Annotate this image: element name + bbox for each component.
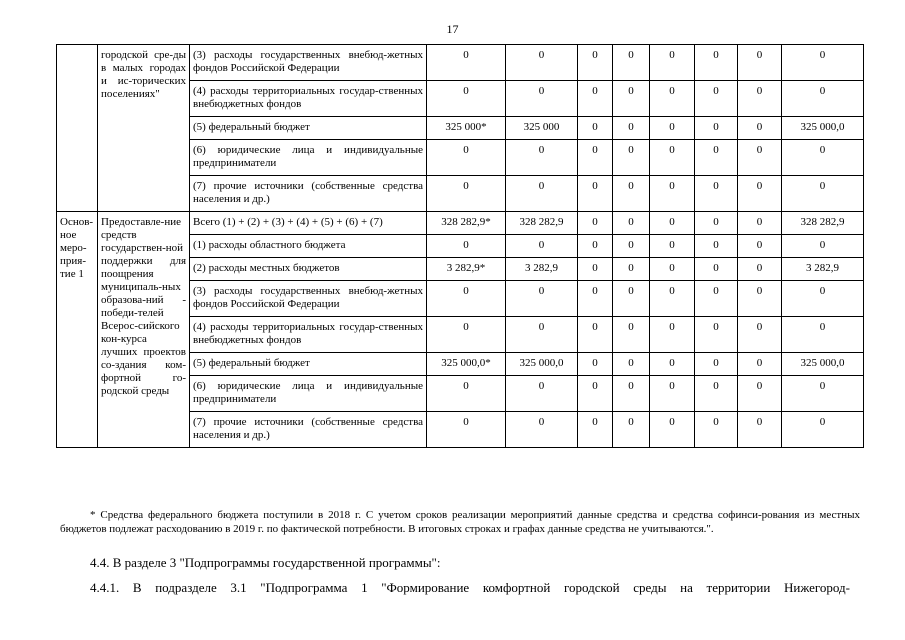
- value-cell: 325 000,0*: [427, 353, 506, 376]
- value-cell: 0: [650, 258, 695, 281]
- budget-table-body: [57, 45, 864, 448]
- value-cell: 0: [650, 317, 695, 353]
- value-cell: 328 282,9: [506, 212, 578, 235]
- value-cell: 0: [738, 376, 782, 412]
- value-cell: 0: [578, 281, 613, 317]
- footnote: * Средства федерального бюджета поступили в 2018 г. С учетом сроков реализации мероприятий данные средства и средства софинси-рования из местных бюджетов подлежат расходованию в 2019 г. по фактической потребности. В итоговых строках и графах данные средства не учитываются.".: [60, 509, 860, 535]
- value-cell: 0: [506, 81, 578, 117]
- value-cell: 325 000,0: [506, 353, 578, 376]
- funding-source-cell: (6) юридические лица и индивидуальные предприниматели: [190, 140, 427, 176]
- value-cell: 0: [695, 176, 738, 212]
- value-cell: 0: [613, 140, 650, 176]
- funding-source-cell: (1) расходы областного бюджета: [190, 235, 427, 258]
- value-cell: 0: [506, 45, 578, 81]
- value-cell: 0: [613, 235, 650, 258]
- value-cell: 0: [650, 117, 695, 140]
- value-cell: 0: [613, 281, 650, 317]
- funding-source-cell: (3) расходы государственных внебюд-жетных фондов Российской Федерации: [190, 281, 427, 317]
- value-cell: 0: [738, 412, 782, 448]
- value-cell: 0: [578, 81, 613, 117]
- value-cell: 0: [427, 176, 506, 212]
- table-row: [57, 212, 864, 235]
- funding-source-cell: (5) федеральный бюджет: [190, 117, 427, 140]
- value-cell: 0: [738, 81, 782, 117]
- value-cell: 0: [427, 281, 506, 317]
- value-cell: 0: [650, 281, 695, 317]
- value-cell: 0: [506, 140, 578, 176]
- value-cell: 0: [738, 212, 782, 235]
- funding-source-cell: (4) расходы территориальных государ-ственных внебюджетных фондов: [190, 81, 427, 117]
- value-cell: 0: [613, 81, 650, 117]
- value-cell: 0: [613, 212, 650, 235]
- measure-category-cell: Основ-ное меро-прия-тие 1: [57, 212, 98, 448]
- value-cell: 0: [695, 140, 738, 176]
- value-cell: 0: [506, 317, 578, 353]
- value-cell: 0: [738, 235, 782, 258]
- value-cell: 0: [613, 45, 650, 81]
- value-cell: 0: [427, 45, 506, 81]
- value-cell: 0: [506, 281, 578, 317]
- value-cell: 0: [613, 317, 650, 353]
- value-cell: 0: [782, 176, 864, 212]
- value-cell: 0: [782, 45, 864, 81]
- value-cell: 0: [578, 235, 613, 258]
- value-cell: 0: [613, 176, 650, 212]
- value-cell: 0: [506, 412, 578, 448]
- value-cell: 3 282,9*: [427, 258, 506, 281]
- value-cell: 325 000: [506, 117, 578, 140]
- value-cell: 0: [738, 117, 782, 140]
- value-cell: 0: [695, 212, 738, 235]
- value-cell: 0: [695, 353, 738, 376]
- value-cell: 0: [695, 376, 738, 412]
- value-cell: 0: [578, 353, 613, 376]
- value-cell: 0: [695, 281, 738, 317]
- value-cell: 0: [738, 281, 782, 317]
- paragraph-section-4-4: 4.4. В разделе 3 "Подпрограммы государственной программы":: [90, 555, 441, 570]
- value-cell: 0: [738, 140, 782, 176]
- value-cell: 0: [578, 45, 613, 81]
- value-cell: 0: [578, 317, 613, 353]
- funding-source-cell: (3) расходы государственных внебюд-жетных фондов Российской Федерации: [190, 45, 427, 81]
- value-cell: 0: [578, 258, 613, 281]
- value-cell: 325 000,0: [782, 353, 864, 376]
- value-cell: 0: [578, 376, 613, 412]
- value-cell: 0: [738, 45, 782, 81]
- funding-source-cell: (2) расходы местных бюджетов: [190, 258, 427, 281]
- value-cell: 328 282,9*: [427, 212, 506, 235]
- value-cell: 0: [650, 376, 695, 412]
- value-cell: 0: [650, 235, 695, 258]
- value-cell: 0: [782, 235, 864, 258]
- funding-source-cell: (4) расходы территориальных государ-ственных внебюджетных фондов: [190, 317, 427, 353]
- value-cell: 0: [695, 258, 738, 281]
- value-cell: 0: [782, 81, 864, 117]
- value-cell: 0: [578, 412, 613, 448]
- value-cell: 0: [782, 281, 864, 317]
- measure-category-cell-empty: [57, 45, 98, 212]
- value-cell: 0: [506, 235, 578, 258]
- value-cell: 0: [650, 81, 695, 117]
- value-cell: 0: [650, 45, 695, 81]
- value-cell: 0: [578, 212, 613, 235]
- value-cell: 0: [613, 117, 650, 140]
- funding-source-cell: (6) юридические лица и индивидуальные предприниматели: [190, 376, 427, 412]
- value-cell: 0: [427, 81, 506, 117]
- value-cell: 0: [506, 176, 578, 212]
- value-cell: 0: [427, 235, 506, 258]
- value-cell: 0: [650, 212, 695, 235]
- value-cell: 0: [738, 258, 782, 281]
- value-cell: 0: [613, 353, 650, 376]
- value-cell: 0: [650, 140, 695, 176]
- value-cell: 3 282,9: [782, 258, 864, 281]
- value-cell: 0: [695, 81, 738, 117]
- paragraph-section-4-4-1: 4.4.1. В подразделе 3.1 "Подпрограмма 1 "Формирование комфортной городской среды на территории Нижегород-: [90, 580, 850, 595]
- measure-name-cell: городской сре-ды в малых городах и ис-торических поселениях": [98, 45, 190, 212]
- value-cell: 0: [613, 412, 650, 448]
- value-cell: 0: [738, 317, 782, 353]
- value-cell: 0: [738, 353, 782, 376]
- value-cell: 328 282,9: [782, 212, 864, 235]
- value-cell: 0: [506, 376, 578, 412]
- value-cell: 0: [782, 412, 864, 448]
- funding-source-cell: (7) прочие источники (собственные средства населения и др.): [190, 176, 427, 212]
- value-cell: 0: [782, 317, 864, 353]
- value-cell: 0: [782, 140, 864, 176]
- funding-source-cell: (5) федеральный бюджет: [190, 353, 427, 376]
- value-cell: 0: [613, 258, 650, 281]
- value-cell: 0: [578, 117, 613, 140]
- value-cell: 0: [650, 353, 695, 376]
- funding-source-cell: Всего (1) + (2) + (3) + (4) + (5) + (6) + (7): [190, 212, 427, 235]
- value-cell: 0: [578, 176, 613, 212]
- value-cell: 0: [695, 117, 738, 140]
- value-cell: 0: [578, 140, 613, 176]
- value-cell: 325 000,0: [782, 117, 864, 140]
- value-cell: 0: [695, 317, 738, 353]
- value-cell: 0: [695, 235, 738, 258]
- funding-source-cell: (7) прочие источники (собственные средства населения и др.): [190, 412, 427, 448]
- value-cell: 0: [695, 412, 738, 448]
- value-cell: 0: [782, 376, 864, 412]
- value-cell: 325 000*: [427, 117, 506, 140]
- value-cell: 0: [427, 140, 506, 176]
- value-cell: 0: [695, 45, 738, 81]
- measure-name-cell: Предоставле-ние средств государствен-ной поддержки для поощрения муниципаль-ных образова-ний - победи-телей Всерос-сийского кон-курса лучших проектов со-здания ком-фортной го-родской среды: [98, 212, 190, 448]
- budget-table: [56, 44, 864, 448]
- value-cell: 3 282,9: [506, 258, 578, 281]
- value-cell: 0: [613, 376, 650, 412]
- table-row: [57, 45, 864, 81]
- value-cell: 0: [738, 176, 782, 212]
- value-cell: 0: [650, 176, 695, 212]
- value-cell: 0: [650, 412, 695, 448]
- value-cell: 0: [427, 317, 506, 353]
- page-number: 17: [446, 22, 459, 36]
- value-cell: 0: [427, 412, 506, 448]
- value-cell: 0: [427, 376, 506, 412]
